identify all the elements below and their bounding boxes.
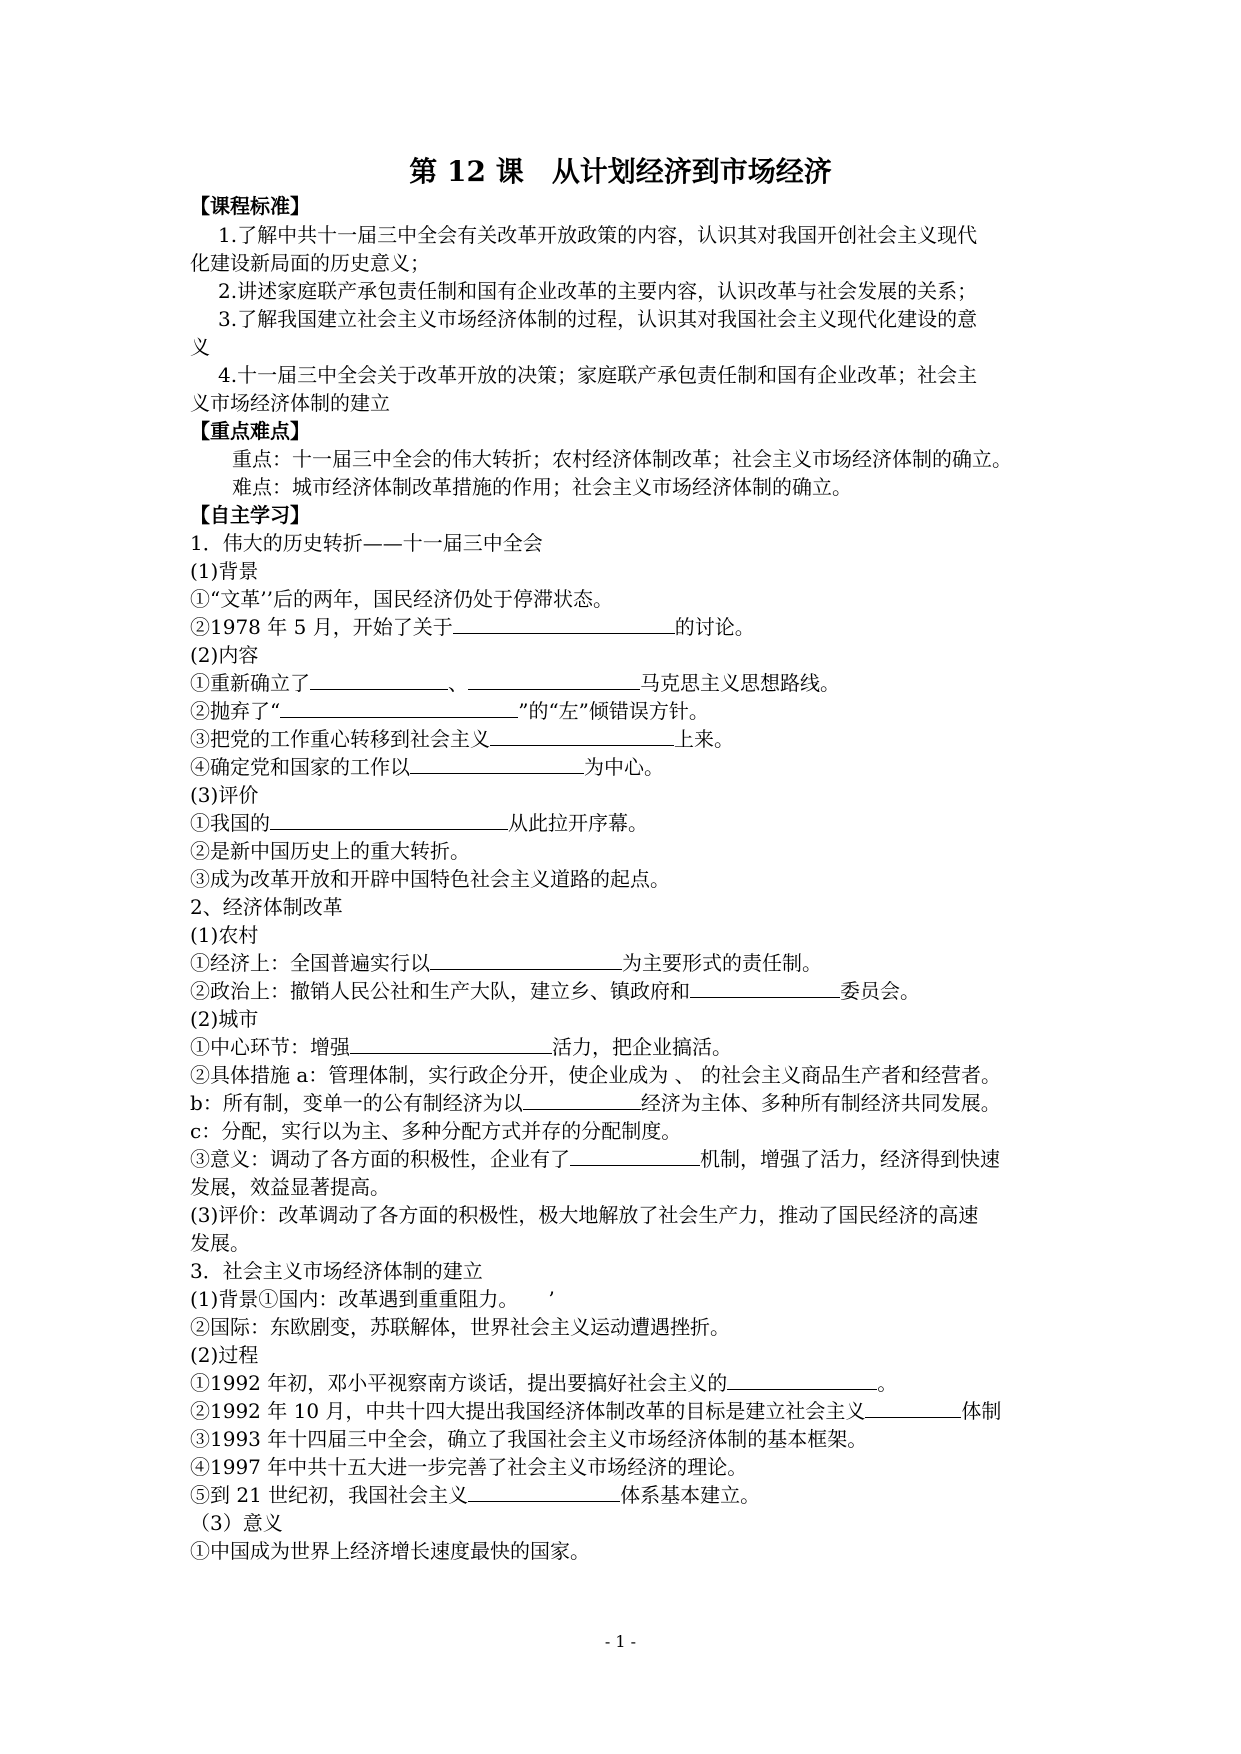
study-subheading: （3）意义 (190, 1511, 283, 1535)
line-text: 委员会。 (840, 979, 920, 1003)
line-text: ①经济上：全国普遍实行以 (190, 951, 430, 975)
line-text: 。 (877, 1371, 898, 1395)
study-line: c：分配，实行以为主、多种分配方式并存的分配制度。 (190, 1119, 682, 1143)
line-text: 为中心。 (584, 755, 664, 779)
line-text: ⑤到 21 世纪初，我国社会主义 (190, 1483, 469, 1507)
study-line: ②具体措施 a：管理体制，实行政企分开，使企业成为 、 的社会主义商品生产者和经营者。 (190, 1063, 1001, 1087)
fill-blank[interactable] (310, 669, 448, 690)
study-line: (3)评价：改革调动了各方面的积极性，极大地解放了社会生产力，推动了国民经济的高速 (190, 1203, 979, 1227)
study-line (190, 753, 664, 781)
standard-line: 义市场经济体制的建立 (190, 391, 390, 415)
fill-blank[interactable] (270, 809, 508, 830)
page-title: 第 12 课 从计划经济到市场经济 (409, 155, 832, 188)
fill-blank[interactable] (490, 725, 674, 746)
study-heading: 1．伟大的历史转折——十一届三中全会 (190, 531, 543, 555)
fill-blank[interactable] (280, 697, 518, 718)
study-subheading: (2)过程 (190, 1343, 259, 1367)
page-number: - 1 - (604, 1632, 637, 1651)
study-line: 发展。 (190, 1231, 250, 1255)
fill-blank[interactable] (468, 669, 640, 690)
study-line: ③1993 年十四届三中全会，确立了我国社会主义市场经济体制的基本框架。 (190, 1427, 868, 1451)
line-text: ①1992 年初，邓小平视察南方谈话，提出要搞好社会主义的 (190, 1371, 728, 1395)
line-text: ③把党的工作重心转移到社会主义 (190, 727, 490, 751)
line-text: ②1978 年 5 月，开始了关于 (190, 615, 453, 639)
section-heading-self-study: 【自主学习】 (190, 503, 310, 527)
study-line (190, 613, 755, 641)
study-heading: 3．社会主义市场经济体制的建立 (190, 1259, 483, 1283)
fill-blank[interactable] (727, 1369, 877, 1390)
fill-blank[interactable] (865, 1397, 961, 1418)
line-text: 机制，增强了活力，经济得到快速 (700, 1147, 1000, 1171)
study-line: ①中国成为世界上经济增长速度最快的国家。 (190, 1539, 590, 1563)
study-subheading: (1)农村 (190, 923, 259, 947)
study-line (190, 977, 920, 1005)
line-text: ②1992 年 10 月，中共十四大提出我国经济体制改革的目标是建立社会主义 (190, 1399, 866, 1423)
line-text: 上来。 (674, 727, 734, 751)
fill-blank[interactable] (350, 1033, 552, 1054)
study-line (190, 725, 734, 753)
line-text: 的讨论。 (674, 615, 755, 639)
fill-blank[interactable] (453, 613, 675, 634)
keypoint-line: 重点：十一届三中全会的伟大转折；农村经济体制改革；社会主义市场经济体制的确立。 (232, 447, 1012, 471)
study-line (190, 949, 822, 977)
study-line: ②是新中国历史上的重大转折。 (190, 839, 470, 863)
line-text: 从此拉开序幕。 (508, 811, 648, 835)
study-subheading: (2)内容 (190, 643, 259, 667)
line-text: 马克思主义思想路线。 (640, 671, 840, 695)
line-text: ①重新确立了 (190, 671, 310, 695)
line-text: 体制 (961, 1399, 1002, 1423)
study-subheading: (2)城市 (190, 1007, 259, 1031)
study-line (190, 669, 840, 697)
section-heading-keypoints: 【重点难点】 (190, 419, 310, 443)
line-text: ”的“左”倾错误方针。 (518, 699, 709, 723)
fill-blank[interactable] (410, 753, 584, 774)
study-line: (1)背景①国内：改革遇到重重阻力。 ’ (190, 1287, 555, 1311)
study-line (190, 1369, 897, 1397)
study-line (190, 809, 648, 837)
study-line: ①“文革’’后的两年，国民经济仍处于停滞状态。 (190, 587, 613, 611)
keypoint-line: 难点：城市经济体制改革措施的作用；社会主义市场经济体制的确立。 (232, 475, 852, 499)
line-text: 经济为主体、多种所有制经济共同发展。 (640, 1091, 1001, 1115)
study-heading: 2、经济体制改革 (190, 895, 343, 919)
line-text: 体系基本建立。 (620, 1483, 761, 1507)
fill-blank[interactable] (430, 949, 622, 970)
study-line (190, 1033, 732, 1061)
line-text: 为主要形式的责任制。 (622, 951, 822, 975)
study-subheading: (1)背景 (190, 559, 259, 583)
standard-line: 4.十一届三中全会关于改革开放的决策；家庭联产承包责任制和国有企业改革；社会主 (218, 363, 978, 387)
line-text: b：所有制，变单一的公有制经济为以 (190, 1091, 523, 1115)
fill-blank[interactable] (690, 977, 840, 998)
study-line: ③成为改革开放和开辟中国特色社会主义道路的起点。 (190, 867, 670, 891)
study-line (190, 697, 709, 725)
line-text: ①我国的 (190, 811, 270, 835)
study-line (190, 1089, 1001, 1117)
study-line: ②国际：东欧剧变，苏联解体，世界社会主义运动遭遇挫折。 (190, 1315, 730, 1339)
fill-blank[interactable] (468, 1481, 620, 1502)
line-text: ①中心环节：增强 (190, 1035, 350, 1059)
study-line (190, 1145, 1000, 1173)
line-text: 、 (448, 671, 468, 695)
standard-line: 化建设新局面的历史意义； (190, 251, 430, 275)
standard-line: 义 (190, 335, 210, 359)
line-text: ②抛弃了“ (190, 699, 281, 723)
study-line (190, 1481, 760, 1509)
standard-line: 2.讲述家庭联产承包责任制和国有企业改革的主要内容，认识改革与社会发展的关系； (218, 279, 978, 303)
study-line: 发展，效益显著提高。 (190, 1175, 390, 1199)
line-text: ③意义：调动了各方面的积极性，企业有了 (190, 1147, 570, 1171)
study-subheading: (3)评价 (190, 783, 259, 807)
line-text: ②政治上：撤销人民公社和生产大队，建立乡、镇政府和 (190, 979, 690, 1003)
study-line: ④1997 年中共十五大进一步完善了社会主义市场经济的理论。 (190, 1455, 748, 1479)
standard-line: 1.了解中共十一届三中全会有关改革开放政策的内容，认识其对我国开创社会主义现代 (218, 223, 978, 247)
line-text: ④确定党和国家的工作以 (190, 755, 410, 779)
fill-blank[interactable] (523, 1089, 641, 1110)
fill-blank[interactable] (570, 1145, 700, 1166)
study-line (190, 1397, 1001, 1425)
section-heading-standard: 【课程标准】 (190, 194, 310, 218)
standard-line: 3.了解我国建立社会主义市场经济体制的过程，认识其对我国社会主义现代化建设的意 (218, 307, 978, 331)
line-text: 活力，把企业搞活。 (552, 1035, 732, 1059)
